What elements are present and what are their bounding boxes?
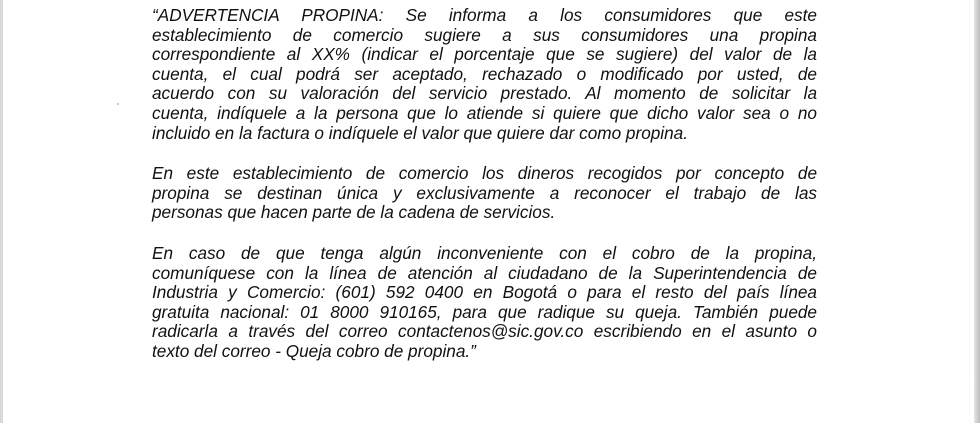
text-line: cuenta, el cual podrá ser aceptado, rechazado o modificado por usted, de — [152, 63, 817, 84]
text-line: cuenta, indíquele a la persona que lo atiende si quiere que dicho valor sea o no — [152, 102, 817, 123]
text-line: personas que hacen parte de la cadena de servicios. — [152, 202, 556, 223]
text-line: correspondiente al XX% (indicar el porcentaje que se sugiere) del valor de la — [152, 44, 817, 65]
text-line: incluido en la factura o indíquele el valor que quiere dar como propina. — [152, 122, 689, 143]
paragraph-tip-destination — [152, 164, 817, 223]
paragraph-complaint-contact — [152, 244, 817, 362]
text-line: Industria y Comercio: (601) 592 0400 en Bogotá o para el resto del país línea — [152, 282, 817, 303]
text-line: En este establecimiento de comercio los dineros recogidos por concepto de — [152, 163, 817, 184]
text-line: texto del correo - Queja cobro de propina.” — [152, 340, 476, 361]
page-right-edge — [974, 0, 980, 423]
text-line: comuníquese con la línea de atención al ciudadano de la Superintendencia de — [152, 262, 817, 283]
paragraph-tip-warning — [152, 6, 817, 143]
text-line: establecimiento de comercio sugiere a sus consumidores una propina — [152, 24, 817, 45]
tip-notice-text — [152, 6, 817, 362]
scan-speck — [117, 103, 119, 105]
text-line: radicarla a través del correo contactenos@sic.gov.co escribiendo en el asunto o — [152, 321, 817, 342]
text-line: propina se destinan única y exclusivamente a reconocer el trabajo de las — [152, 182, 817, 203]
text-line: “ADVERTENCIA PROPINA: Se informa a los consumidores que este — [152, 5, 817, 25]
page-left-edge — [0, 0, 3, 423]
text-line: acuerdo con su valoración del servicio prestado. Al momento de solicitar la — [152, 83, 817, 104]
text-line: gratuita nacional: 01 8000 910165, para que radique su queja. También puede — [152, 301, 817, 322]
text-line: En caso de que tenga algún inconveniente con el cobro de la propina, — [152, 242, 817, 263]
